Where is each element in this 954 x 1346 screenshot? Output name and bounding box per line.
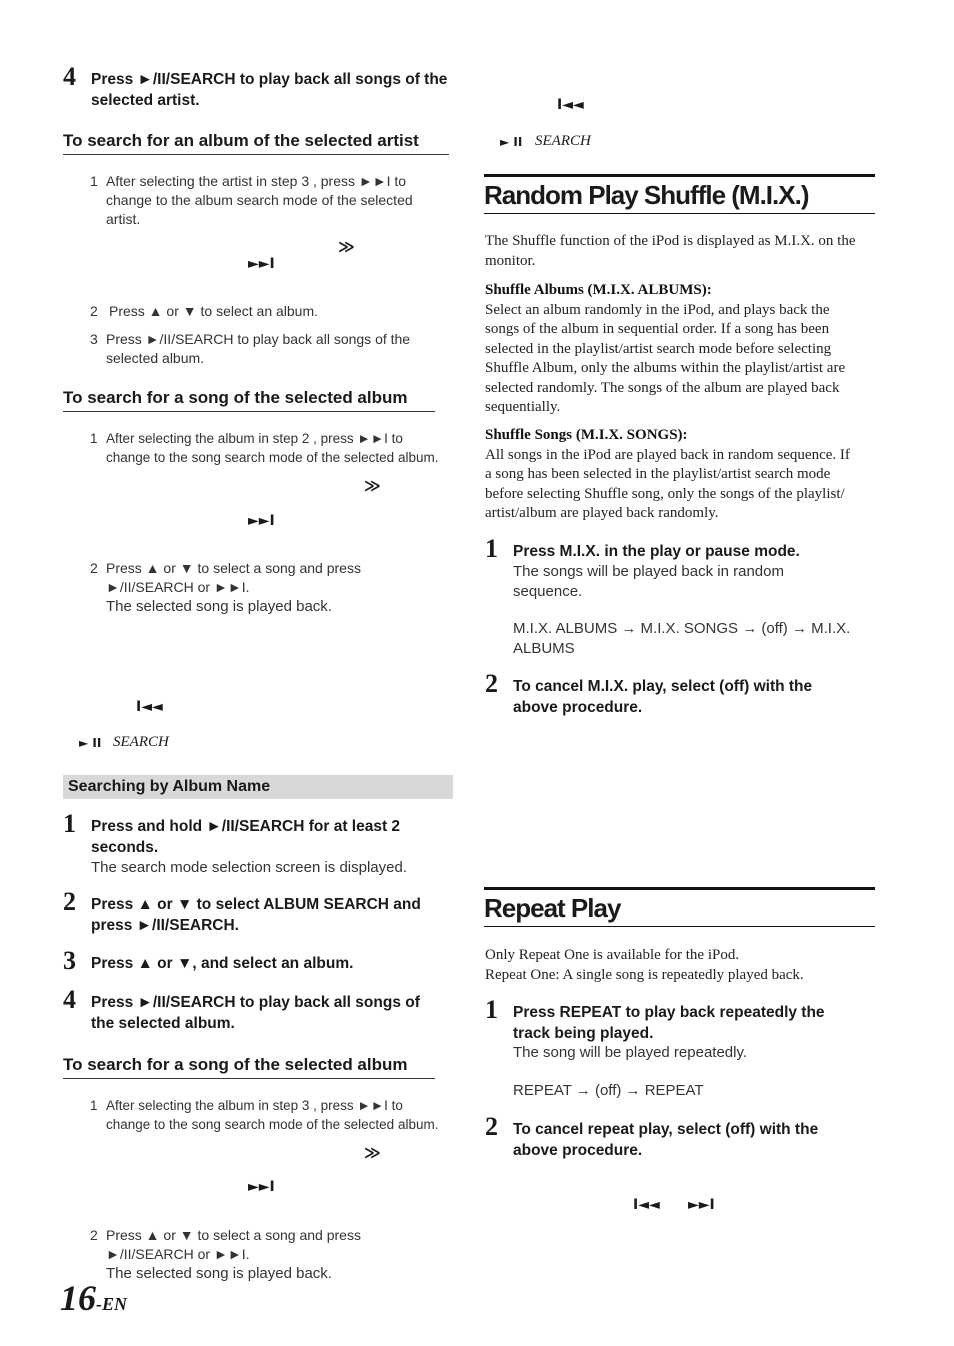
play-pause-icon: ► II bbox=[500, 135, 523, 149]
shuffle-albums-block: Shuffle Albums (M.I.X. ALBUMS): Select an album randomly in the iPod, and plays back the songs of the album in sequential order. If a song has been selected in the playlist/artist search mode before selecting Shuffle Album, only the albums within the playlist/artist are selected randomly. The songs of the album are played back sequentially. bbox=[485, 282, 846, 415]
section-title-random-play: Random Play Shuffle (M.I.X.) bbox=[484, 174, 875, 214]
search-label: SEARCH bbox=[535, 133, 591, 149]
subhead-album-of-artist: To search for an album of the selected artist bbox=[63, 130, 449, 155]
step-number: 4 bbox=[63, 985, 76, 1014]
subhead-song-of-album: To search for a song of the selected album bbox=[63, 1054, 435, 1079]
previous-track-icon: I◄◄ bbox=[557, 97, 584, 113]
repeat-sequence: REPEAT → (off) → REPEAT bbox=[513, 1082, 704, 1099]
next-track-icon: ►►I bbox=[248, 256, 275, 272]
step-number: 1 bbox=[63, 809, 76, 838]
step-number: 1 bbox=[485, 534, 498, 563]
step-number: 2 bbox=[485, 669, 498, 698]
fast-forward-icon: ≫ bbox=[364, 476, 381, 495]
page-number: 16-EN bbox=[60, 1278, 127, 1318]
fast-forward-icon: ≫ bbox=[364, 1143, 381, 1162]
mix-step-1-detail: The songs will be played back in random sequence. bbox=[513, 563, 784, 600]
step-number: 2 bbox=[63, 887, 76, 916]
section-banner-album-name: Searching by Album Name bbox=[63, 775, 453, 799]
next-track-icon: ►►I bbox=[688, 1197, 715, 1213]
shuffle-songs-block: Shuffle Songs (M.I.X. SONGS): All songs in the iPod are played back in random sequence. If a song has been selected in the playlist/artist search mode before selecting Shuffle song, only the songs of the playlist/ artist/album are played back randomly. bbox=[485, 427, 850, 521]
search-label: SEARCH bbox=[113, 734, 169, 750]
previous-track-icon: I◄◄ bbox=[136, 699, 163, 715]
step-number: 4 bbox=[63, 62, 76, 91]
subhead-song-of-album: To search for a song of the selected album bbox=[63, 387, 435, 412]
section-title-repeat-play: Repeat Play bbox=[484, 887, 875, 927]
random-intro: The Shuffle function of the iPod is displayed as M.I.X. on the monitor. bbox=[485, 233, 856, 269]
next-track-icon: ►►I bbox=[248, 1179, 275, 1195]
next-track-icon: ►►I bbox=[248, 513, 275, 529]
step-number: 1 bbox=[485, 995, 498, 1024]
previous-track-icon: I◄◄ bbox=[633, 1197, 660, 1213]
step-text: Press ►/II/SEARCH to play back all songs of the selected artist. bbox=[91, 71, 448, 109]
repeat-step-1-detail: The song will be played repeatedly. bbox=[513, 1044, 748, 1061]
fast-forward-icon: ≫ bbox=[338, 237, 355, 256]
step-number: 2 bbox=[485, 1112, 498, 1141]
play-pause-icon: ► II bbox=[79, 736, 102, 750]
repeat-intro: Only Repeat One is available for the iPod. Repeat One: A single song is repeatedly played back. bbox=[485, 947, 804, 983]
mix-sequence: M.I.X. ALBUMS → M.I.X. SONGS → (off) → M.I.X. ALBUMS bbox=[513, 620, 851, 657]
step-number: 3 bbox=[63, 946, 76, 975]
